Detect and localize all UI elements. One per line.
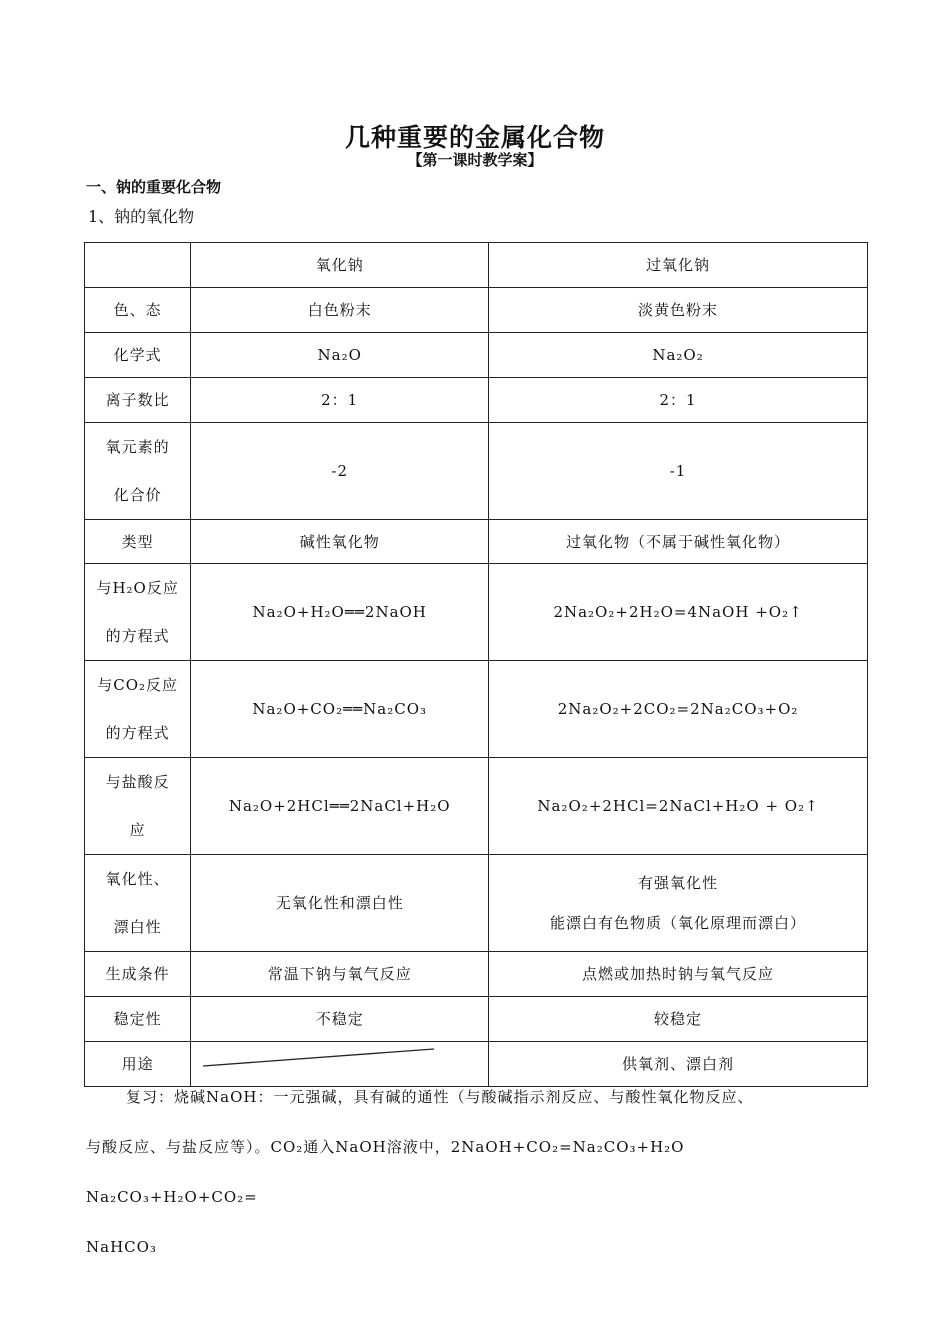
row-label: 色、态 — [85, 288, 191, 333]
cell-na2o2: Na₂O₂+2HCl=2NaCl+H₂O + O₂↑ — [489, 758, 868, 855]
cell-na2o2: 淡黄色粉末 — [489, 288, 868, 333]
review-paragraph — [86, 1072, 868, 1272]
header-cell-na2o: 氧化钠 — [191, 243, 489, 288]
review-line: NaHCO₃ — [86, 1238, 157, 1256]
page-title: 几种重要的金属化合物 — [344, 123, 605, 152]
cell-na2o2: 2Na₂O₂+2H₂O=4NaOH +O₂↑ — [489, 564, 868, 661]
row-label-line: 漂白性 — [113, 918, 162, 936]
table-row — [85, 564, 868, 661]
cell-na2o2 — [489, 855, 868, 952]
table-row — [85, 952, 868, 997]
cell-na2o: 无氧化性和漂白性 — [191, 855, 489, 952]
header-cell-na2o2: 过氧化钠 — [489, 243, 868, 288]
cell-na2o: Na₂O+CO₂══Na₂CO₃ — [191, 661, 489, 758]
cell-na2o: 2：1 — [191, 378, 489, 423]
row-label — [85, 855, 191, 952]
table-row — [85, 333, 868, 378]
cell-na2o2: Na₂O₂ — [489, 333, 868, 378]
row-label: 用途 — [85, 1042, 191, 1087]
cell-na2o: Na₂O — [191, 333, 489, 378]
cell-line: 有强氧化性 — [638, 874, 719, 892]
cell-na2o: 常温下钠与氧气反应 — [191, 952, 489, 997]
sodium-oxides-table — [84, 242, 868, 1087]
row-label: 稳定性 — [85, 997, 191, 1042]
table-row — [85, 997, 868, 1042]
cell-na2o2: -1 — [489, 423, 868, 520]
cell-na2o2: 过氧化物（不属于碱性氧化物） — [489, 520, 868, 564]
cell-na2o2: 供氧剂、漂白剂 — [489, 1042, 868, 1087]
cell-na2o2: 点燃或加热时钠与氧气反应 — [489, 952, 868, 997]
row-label — [85, 564, 191, 661]
table-header-row — [85, 243, 868, 288]
section-heading: 一、钠的重要化合物 — [86, 178, 222, 196]
cell-line: 能漂白有色物质（氧化原理而漂白） — [550, 914, 807, 932]
row-label-line: 氧元素的 — [105, 438, 170, 456]
cell-na2o2: 2Na₂O₂+2CO₂=2Na₂CO₃+O₂ — [489, 661, 868, 758]
row-label-line: 氧化性、 — [105, 870, 170, 888]
review-line: 复习：烧碱NaOH：一元强碱，具有碱的通性（与酸碱指示剂反应、与酸性氧化物反应、 — [126, 1088, 754, 1106]
cell-na2o: Na₂O+2HCl══2NaCl+H₂O — [191, 758, 489, 855]
table-row — [85, 520, 868, 564]
cell-na2o: 碱性氧化物 — [191, 520, 489, 564]
row-label-line: 与CO₂反应 — [97, 676, 179, 694]
header-cell-empty — [85, 243, 191, 288]
row-label — [85, 423, 191, 520]
review-line: 与酸反应、与盐反应等）。CO₂通入NaOH溶液中，2NaOH+CO₂=Na₂CO₃+H₂O Na₂CO₃+H₂O+CO₂= — [86, 1138, 733, 1206]
row-label: 类型 — [85, 520, 191, 564]
row-label: 离子数比 — [85, 378, 191, 423]
table-row — [85, 855, 868, 952]
cell-na2o2: 较稳定 — [489, 997, 868, 1042]
cell-na2o: 白色粉末 — [191, 288, 489, 333]
row-label — [85, 758, 191, 855]
cell-na2o2: 2：1 — [489, 378, 868, 423]
table-row — [85, 661, 868, 758]
row-label-line: 的方程式 — [105, 627, 170, 645]
cell-na2o: 不稳定 — [191, 997, 489, 1042]
page-subtitle: 【第一课时教学案】 — [407, 151, 543, 169]
row-label-line: 的方程式 — [105, 724, 170, 742]
subsection-heading: 1、钠的氧化物 — [88, 207, 195, 226]
row-label — [85, 661, 191, 758]
row-label-line: 与盐酸反 — [105, 773, 170, 791]
table-row — [85, 288, 868, 333]
table-row — [85, 423, 868, 520]
row-label-line: 与H₂O反应 — [96, 579, 179, 597]
row-label: 生成条件 — [85, 952, 191, 997]
row-label-line: 应 — [129, 821, 146, 839]
cell-na2o: -2 — [191, 423, 489, 520]
row-label: 化学式 — [85, 333, 191, 378]
cell-na2o: Na₂O+H₂O══2NaOH — [191, 564, 489, 661]
table-row — [85, 378, 868, 423]
table-row — [85, 758, 868, 855]
row-label-line: 化合价 — [113, 486, 162, 504]
